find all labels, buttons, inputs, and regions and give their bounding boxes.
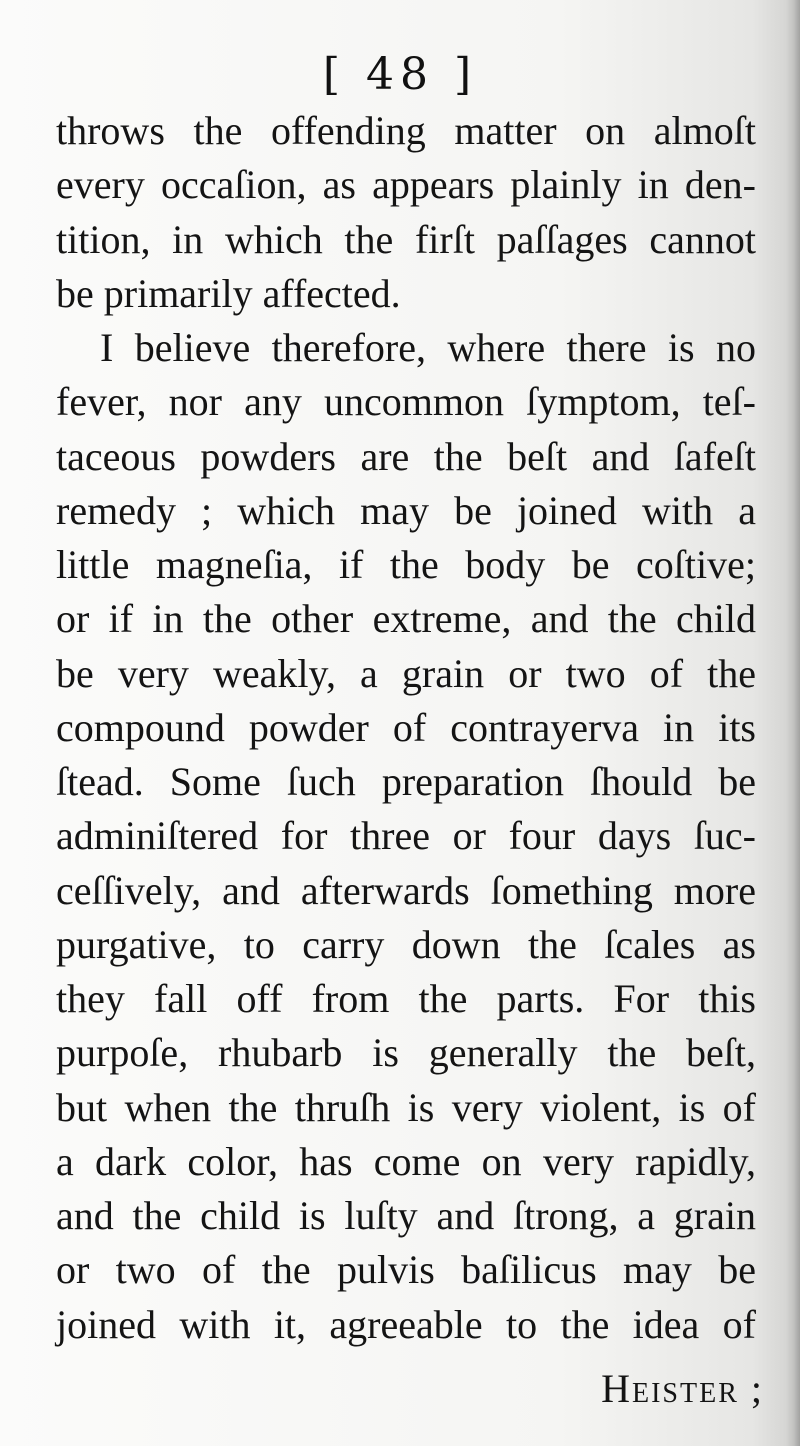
text-line: I believe therefore, where there is no: [100, 325, 756, 370]
text-line: they fall off from the parts. For this: [56, 976, 756, 1021]
page-number: [ 48 ]: [322, 49, 478, 100]
text-line: or two of the pulvis baſilicus may be: [56, 1247, 756, 1293]
text-line: throws the offending matter on almoſt: [56, 108, 756, 153]
text-line: a dark color, has come on very rapidly,: [56, 1138, 756, 1184]
text-line: and the child is luſty and ſtrong, a grain: [56, 1193, 756, 1238]
text-line: but when the thruſh is very violent, is of: [56, 1084, 756, 1130]
text-line: every occaſion, as appears plainly in den-: [56, 162, 756, 208]
text-line: little magneſia, if the body be coſtive;: [56, 542, 756, 587]
text-line: fever, nor any uncommon ſymptom, teſ-: [56, 379, 756, 425]
text-line: tition, in which the firſt paſſages cannot: [56, 216, 756, 262]
text-line: be primarily affected.: [56, 270, 401, 316]
text-line: purpoſe, rhubarb is generally the beſt,: [56, 1030, 756, 1076]
text-line: compound powder of contrayerva in its: [56, 704, 756, 750]
text-line: purgative, to carry down the ſcales as: [56, 921, 756, 967]
page-edge-shadow: [786, 0, 800, 1446]
text-line: joined with it, agreeable to the idea of: [56, 1301, 756, 1347]
text-line: ceſſively, and afterwards ſomething more: [56, 867, 756, 913]
text-line: or if in the other extreme, and the child: [56, 596, 756, 642]
text-line: be very weakly, a grain or two of the: [56, 650, 756, 696]
catchword: Heister ;: [601, 1366, 764, 1411]
text-line: remedy ; which may be joined with a: [56, 487, 756, 533]
text-line: adminiſtered for three or four days ſuc-: [56, 813, 756, 859]
text-line: taceous powders are the beſt and ſafeſt: [56, 433, 756, 479]
text-line: ſtead. Some ſuch preparation ſhould be: [56, 759, 756, 804]
body-text: [56, 104, 756, 1352]
